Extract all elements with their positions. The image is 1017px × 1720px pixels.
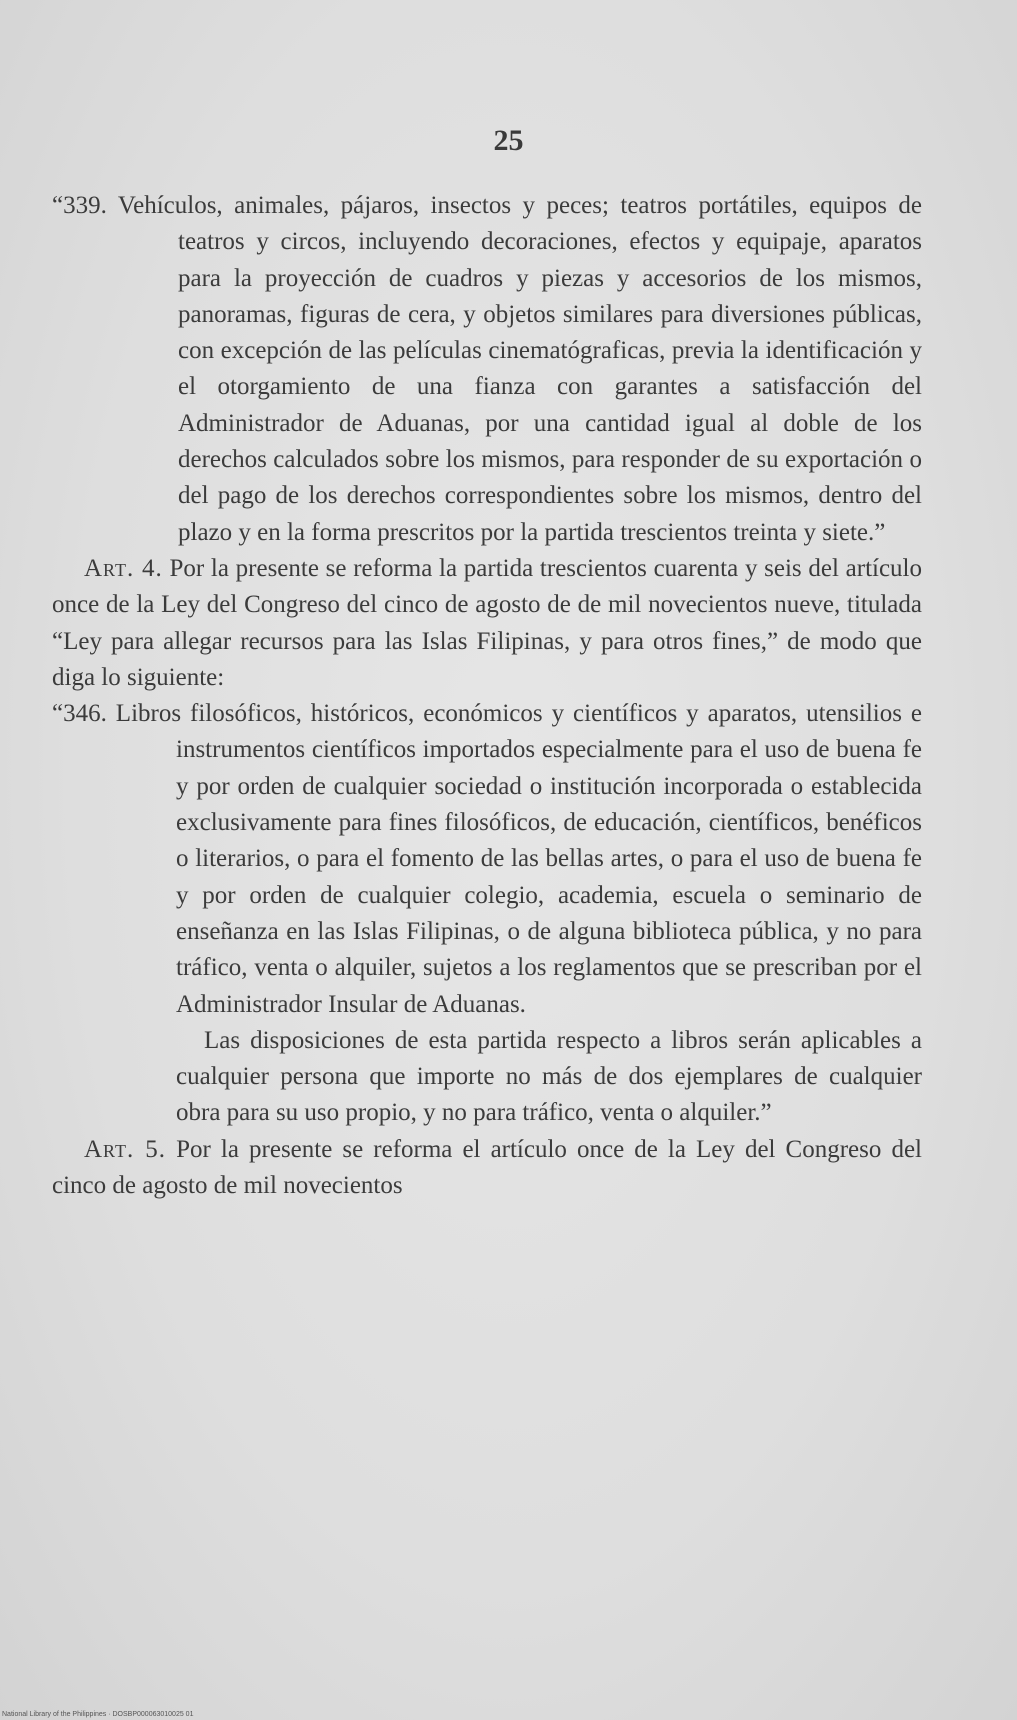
item-346-paragraph: “346. Libros filosóficos, históricos, económicos y científicos y aparatos, utensilios e instrumentos científicos importados especialmente para el uso de buena fe y por orden de cualquier sociedad o institución incorporada o establecida exclusivamente para fines filosóficos, de educación, científicos, benéficos o literarios, o para el fomento de las bellas artes, o para el uso de buena fe y por orden de cualquier colegio, academia, escuela o seminario de enseñanza en las Islas Filipinas, o de alguna biblioteca pública, y no para tráfico, venta o alquiler, sujetos a los reglamentos que se prescriban por el Administrador Insular de Aduanas.: [52, 700, 922, 1018]
article-5-text: Por la presente se reforma el artículo once de la Ley del Congreso del cinco de agosto de mil novecientos: [52, 1135, 922, 1200]
article-4-text: Por la presente se reforma la partida trescientos cuarenta y seis del artículo once de la Ley del Congreso del cinco de agosto de de mil novecientos nueve, titulada “Ley para allegar recursos para las Islas Filipinas, y para otros fines,” de modo que diga lo siguiente:: [52, 554, 923, 691]
library-footer: National Library of the Philippines · DOSBP000063010025 01: [2, 1711, 194, 1718]
article-5-label: Art. 5.: [84, 1135, 167, 1163]
item-346-continuation: Las disposiciones de esta partida respecto a libros serán aplicables a cualquier persona que importe no más de dos ejemplares de cualquier obra para su uso propio, y no para tráfico, venta o alquiler.”: [176, 1026, 922, 1127]
body-text: [52, 188, 922, 1204]
page-number: 25: [493, 124, 524, 157]
article-4-paragraph: [52, 551, 922, 696]
article-5-paragraph: [52, 1132, 922, 1205]
item-339-paragraph: “339. Vehículos, animales, pájaros, insectos y peces; teatros portátiles, equipos de teatros y circos, incluyendo decoraciones, efectos y equipaje, aparatos para la proyección de cuadros y piezas y accesorios de los mismos, panoramas, figuras de cera, y objetos similares para diversiones públicas, con excepción de las películas cinematógraficas, previa la identificación y el otorgamiento de una fianza con garantes a satisfacción del Administrador de Aduanas, por una cantidad igual al doble de los derechos calculados sobre los mismos, para responder de su exportación o del pago de los derechos correspondientes sobre los mismos, dentro del plazo y en la forma prescritos por la partida trescientos treinta y siete.”: [52, 192, 922, 546]
article-4-label: Art. 4.: [84, 554, 163, 582]
